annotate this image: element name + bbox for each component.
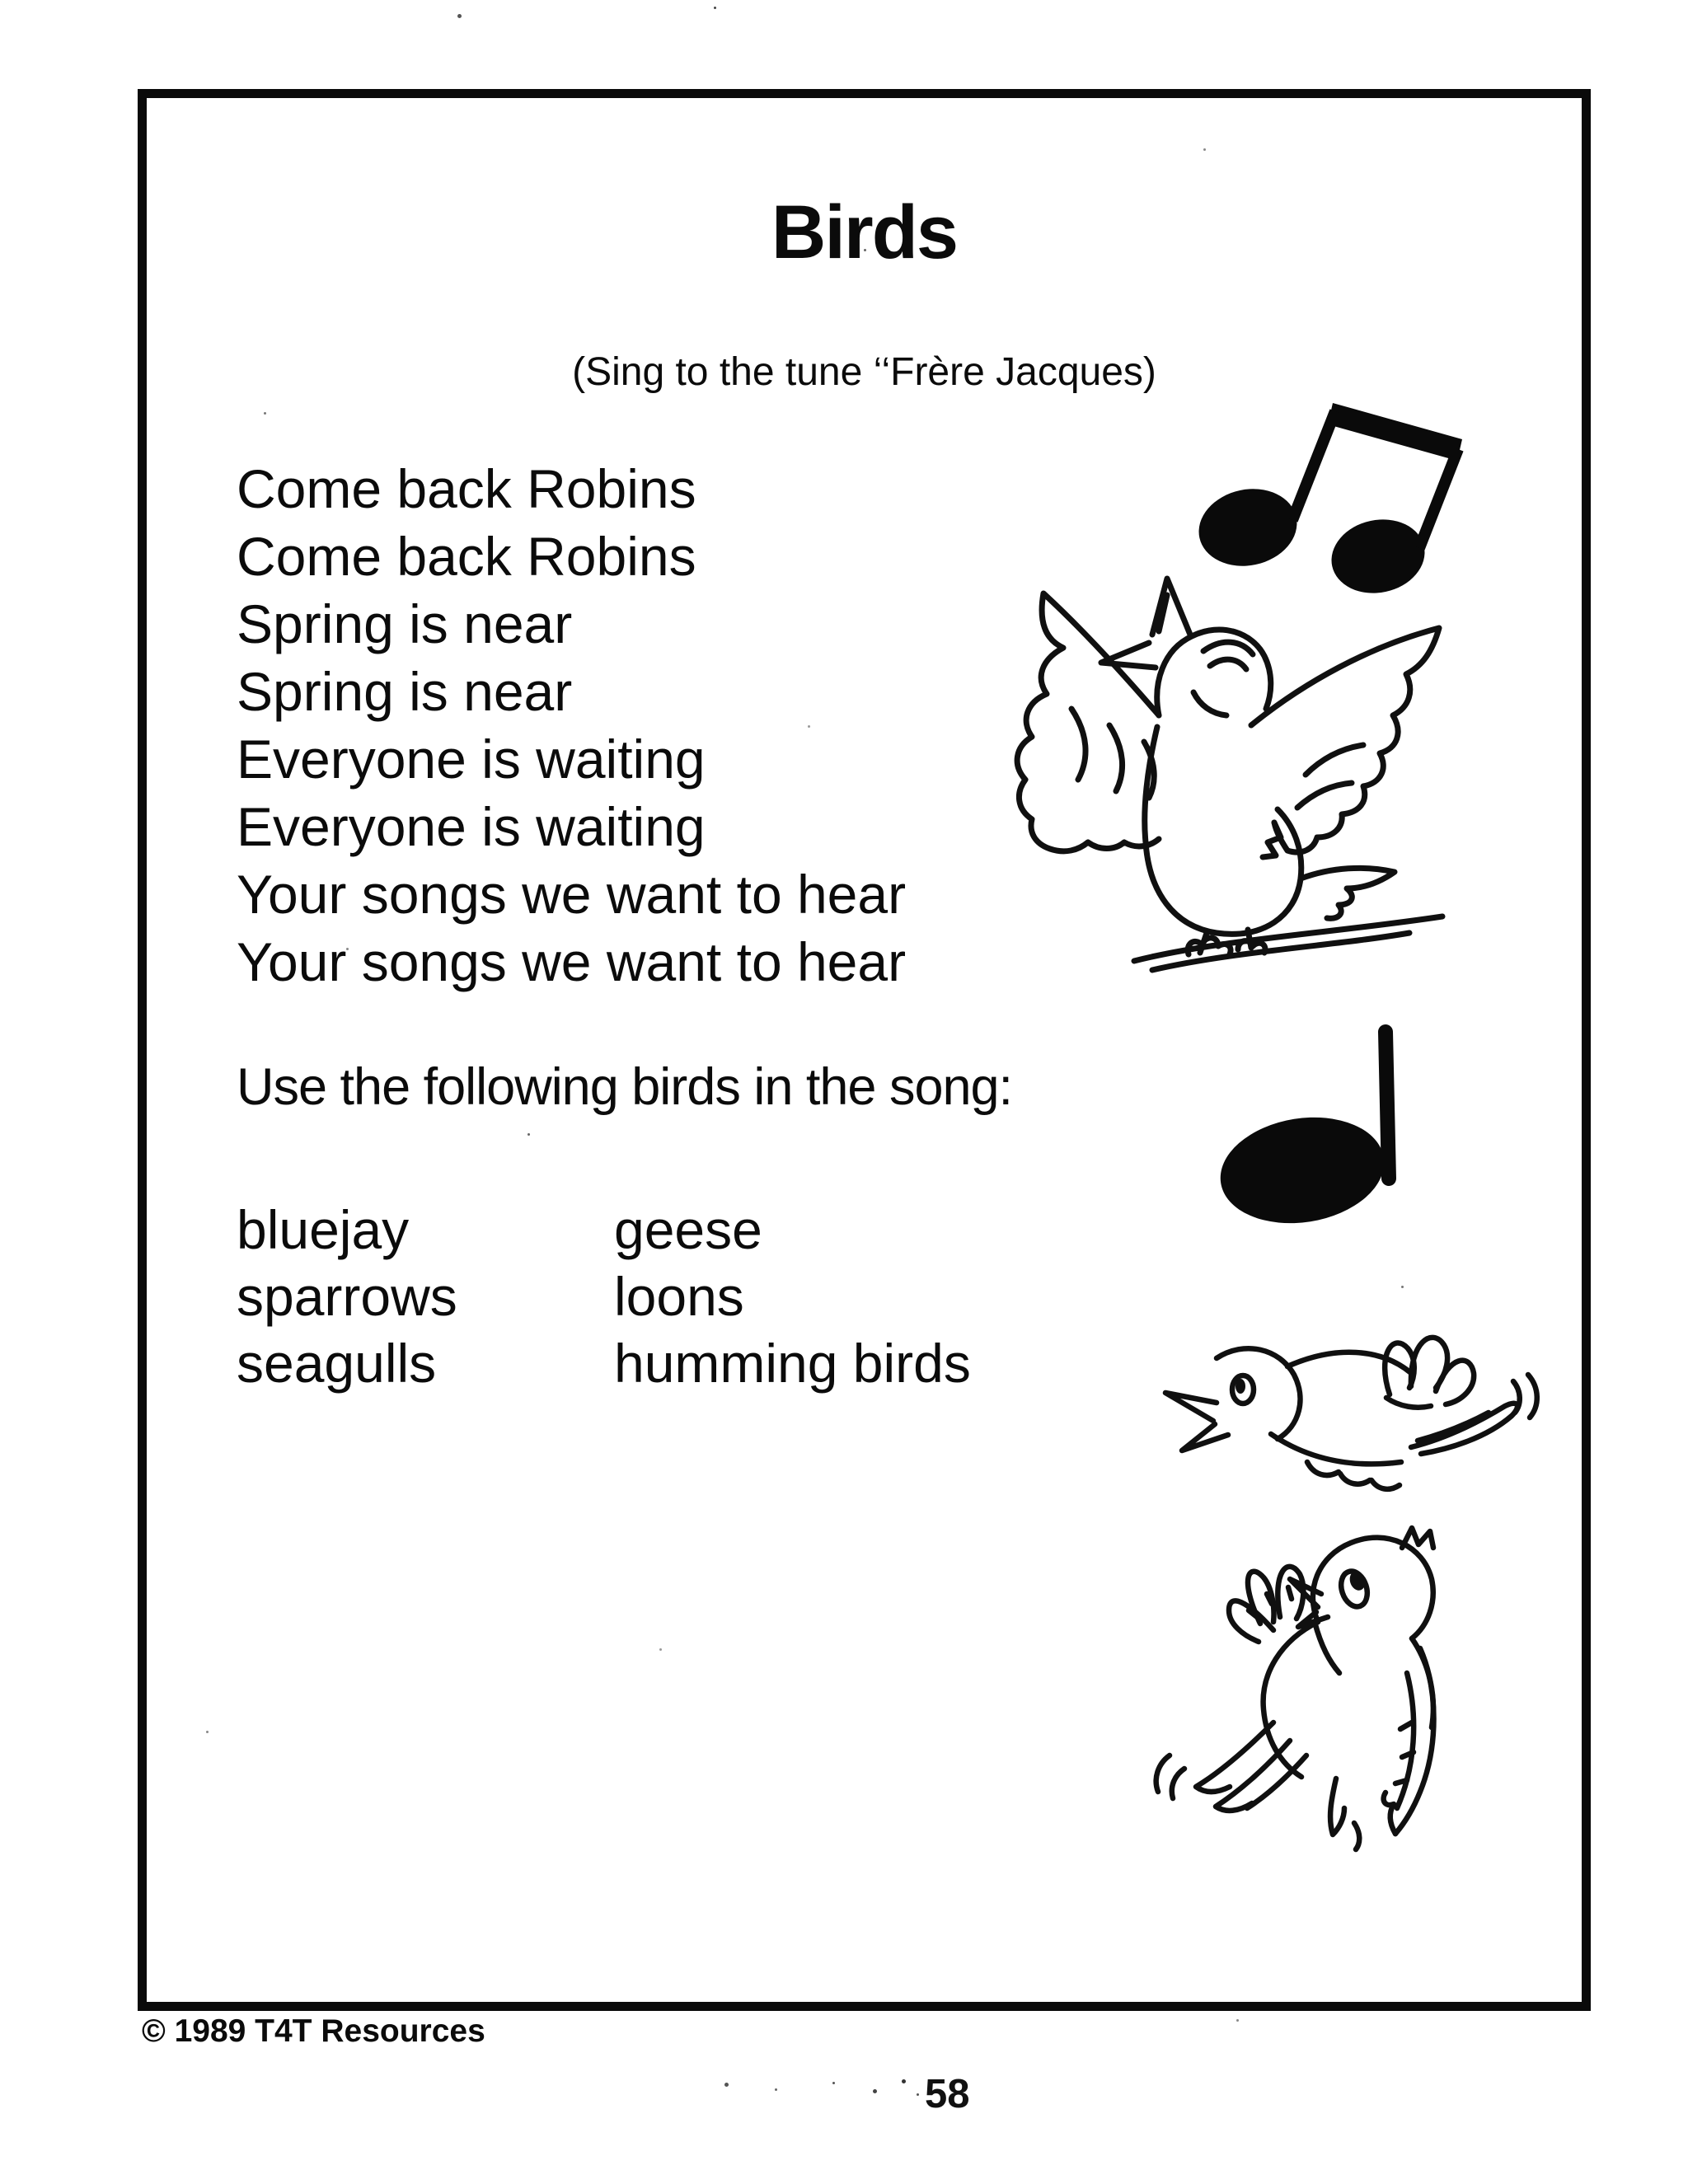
page-subtitle: (Sing to the tune ‘‘Frère Jacques) <box>572 350 1156 394</box>
bird-list-column-2 <box>614 1197 971 1397</box>
lyric-line: Everyone is waiting <box>237 796 706 857</box>
page-title: Birds <box>771 190 958 274</box>
bird-list-item: humming birds <box>614 1333 971 1394</box>
scan-speckles <box>714 7 716 9</box>
lyric-line: Your songs we want to hear <box>237 864 907 925</box>
lyric-line: Come back Robins <box>237 458 696 519</box>
lyric-line: Everyone is waiting <box>237 729 706 790</box>
lyric-line: Spring is near <box>237 593 573 654</box>
bird-list-item: bluejay <box>237 1199 410 1260</box>
bird-list-item: sparrows <box>237 1266 457 1327</box>
song-lyrics <box>237 455 906 996</box>
bird-list-column-1 <box>237 1197 457 1397</box>
lyric-line: Spring is near <box>237 661 573 722</box>
lyric-line: Your songs we want to hear <box>237 931 907 992</box>
copyright-text: © 1989 T4T Resources <box>142 2013 485 2049</box>
lyric-line: Come back Robins <box>237 526 696 587</box>
instruction-text: Use the following birds in the song: <box>237 1058 1013 1116</box>
bird-list-item: geese <box>614 1199 762 1260</box>
bird-list-item: seagulls <box>237 1333 437 1394</box>
page-number: 58 <box>925 2072 970 2116</box>
bird-list-item: loons <box>614 1266 744 1327</box>
